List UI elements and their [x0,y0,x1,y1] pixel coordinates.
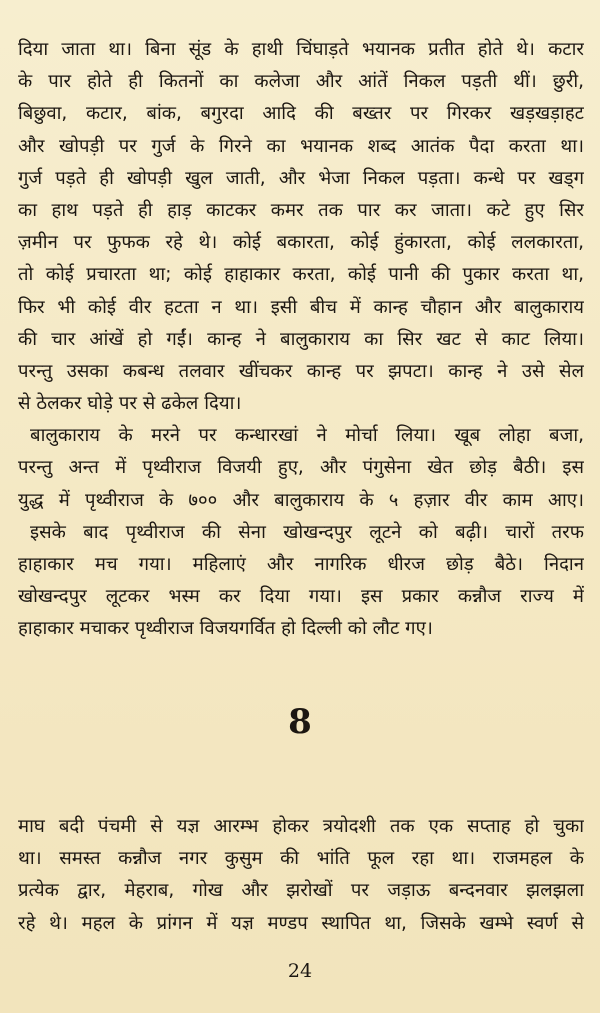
text-line: ज़मीन पर फुफक रहे थे। कोई बकारता, कोई हुंकारता, कोई ललकारता, [18,232,584,254]
text-line: दिया जाता था। बिना सूंड के हाथी चिंघाड़ते भयानक प्रतीत होते थे। कटार [18,39,584,60]
page-number: 24 [287,960,313,982]
text-line: से ठेलकर घोड़े पर से ढकेल दिया। [18,393,242,415]
text-line: की चार आंखें हो गईं। कान्ह ने बालुकाराय का सिर खट से काट लिया। [18,328,584,350]
paragraph [18,34,584,420]
text-line: युद्ध में पृथ्वीराज के ७०० और बालुकाराय के ५ हज़ार वीर काम आए। [18,489,584,511]
text-line: तो कोई प्रचारता था; कोई हाहाकार करता, कोई पानी की पुकार करता था, [18,264,584,286]
paragraph [18,420,584,517]
paragraph [18,517,584,646]
paragraph [18,811,584,940]
text-line: इसके बाद पृथ्वीराज की सेना खोखन्दपुर लूटने को बढ़ी। चारों तरफ [30,521,584,543]
text-line: और खोपड़ी पर गुर्ज के गिरने का भयानक शब्द आतंक पैदा करता था। [18,135,584,157]
text-line: बिछुवा, कटार, बांक, बगुरदा आदि की बख्तर पर गिरकर खड़खड़ाहट [18,103,584,125]
text-line: माघ बदी पंचमी से यज्ञ आरम्भ होकर त्रयोदशी तक एक सप्ताह हो चुका [18,816,584,837]
text-line: बालुकाराय के मरने पर कन्धारखां ने मोर्चा लिया। खूब लोहा बजा, [30,425,584,447]
text-line: रहे थे। महल के प्रांगन में यज्ञ मण्डप स्थापित था, जिसके खम्भे स्वर्ण से [18,912,584,934]
text-line: खोखन्दपुर लूटकर भस्म कर दिया गया। इस प्रकार कन्नौज राज्य में [18,586,584,608]
text-line: के पार होते ही कितनों का कलेजा और आंतें निकल पड़ती थीं। छुरी, [18,71,584,93]
text-line: का हाथ पड़ते ही हाड़ काटकर कमर तक पार कर जाता। कटे हुए सिर [18,199,584,221]
text-line: परन्तु अन्त में पृथ्वीराज विजयी हुए, और पंगुसेना खेत छोड़ बैठी। इस [18,457,584,479]
chapter-number: 8 [288,702,312,742]
text-line: हाहाकार मचाकर पृथ्वीराज विजयगर्वित हो दिल्ली को लौट गए। [18,618,433,640]
text-line: फिर भी कोई वीर हटता न था। इसी बीच में कान्ह चौहान और बालुकाराय [18,296,584,318]
text-line: था। समस्त कन्नौज नगर कुसुम की भांति फूल रहा था। राजमहल के [18,848,584,870]
text-line: हाहाकार मच गया। महिलाएं और नागरिक धीरज छोड़ बैठे। निदान [18,554,584,575]
main-text-top [18,34,584,646]
text-line: गुर्ज पड़ते ही खोपड़ी खुल जाती, और भेजा निकल पड़ता। कन्धे पर खड्ग [18,167,584,189]
main-text-bottom [18,811,584,940]
text-line: प्रत्येक द्वार, मेहराब, गोख और झरोखों पर जड़ाऊ बन्दनवार झलझला [18,880,584,902]
text-line: परन्तु उसका कबन्ध तलवार खींचकर कान्ह पर झपटा। कान्ह ने उसे सेल [18,360,584,382]
